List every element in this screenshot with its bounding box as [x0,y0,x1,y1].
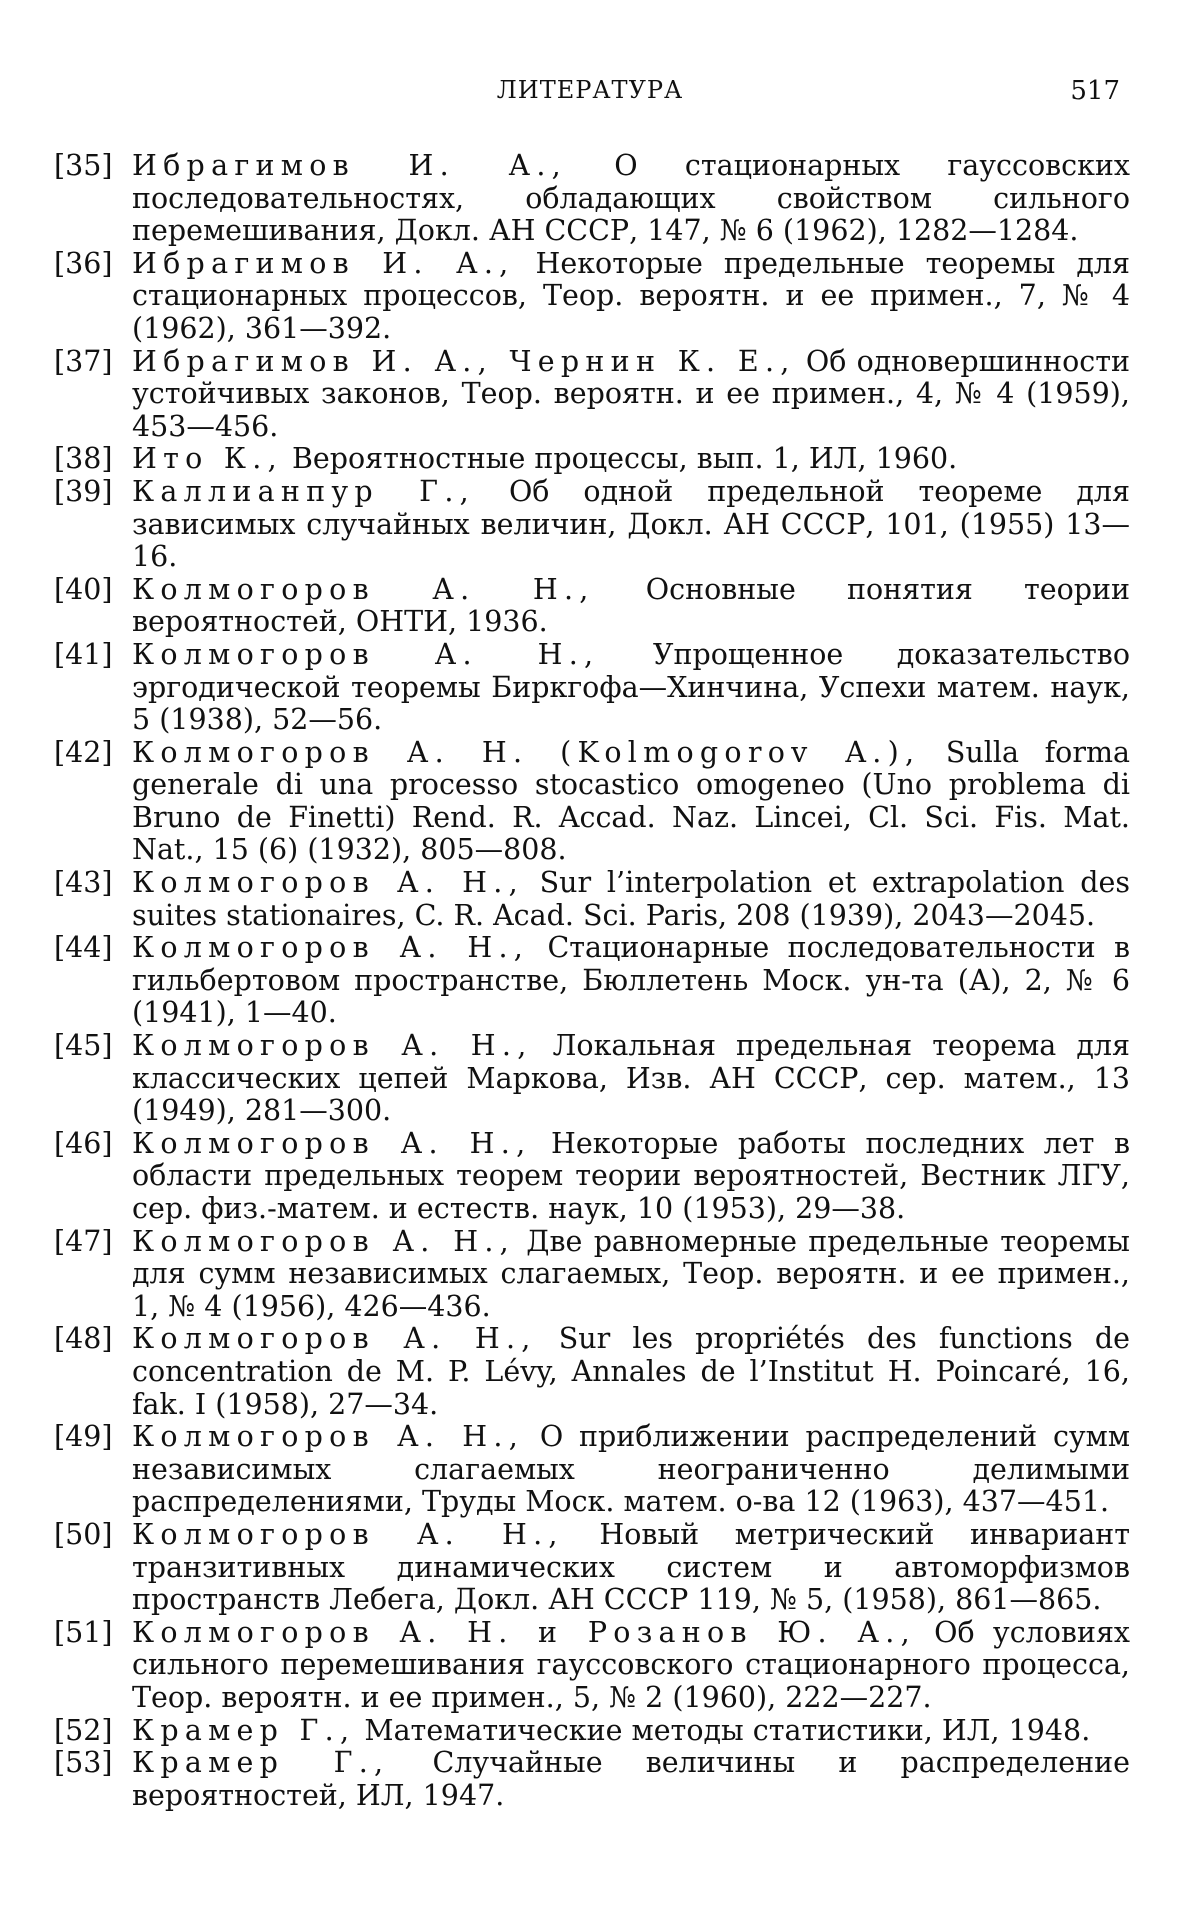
reference-number: [48] [54,1322,113,1356]
reference-text: Об одной предельной теореме для зависимых случайных величин, Докл. АН СССР, 101, (1955) 13—16. [132,474,1130,574]
reference-number: [36] [54,246,113,280]
reference-item [54,639,1130,737]
reference-item [54,867,1130,932]
reference-author: Ито К., [132,442,283,476]
reference-text: Sur les propriétés des functions de concentration de M. P. Lévy, Annales de l’Institut H. Poincaré, 16, fak. I (1958), 27—34. [132,1322,1131,1421]
reference-item [54,1519,1130,1617]
reference-text: Две равномерные предельные теоремы для сумм независимых слагаемых, Теор. вероятн. и ее примен., 1, № 4 (1956), 426—436. [132,1224,1130,1323]
reference-number: [52] [54,1713,113,1747]
reference-item [54,1030,1130,1128]
reference-author: Колмогоров А. Н., [132,1126,532,1160]
reference-number: [39] [54,474,113,508]
reference-item [54,476,1130,574]
reference-item [54,1421,1130,1519]
reference-number: [42] [54,735,113,769]
reference-author: Колмогоров А. Н., [132,866,524,900]
reference-text: Упрощенное доказательство эргодической теоремы Биркгофа—Хинчина, Успехи матем. наук, 5 (1938), 52—56. [132,637,1130,737]
reference-number: [35] [54,149,113,182]
reference-text: Локальная предельная теорема для классических цепей Маркова, Изв. АН СССР, сер. матем., 13 (1949), 281—300. [132,1029,1130,1128]
reference-author: Колмогоров А. Н., [132,1029,533,1063]
reference-author: Колмогоров А. Н. и Розанов Ю. А., [132,1615,916,1649]
reference-author: Колмогоров А. Н., [132,572,595,606]
reference-text: Некоторые предельные теоремы для стационарных процессов, Теор. вероятн. и ее примен., 7, № 4 (1962), 361—392. [132,246,1130,345]
reference-number: [43] [54,866,113,900]
reference-author: Колмогоров А. Н., [132,1517,564,1551]
page-header [60,76,1120,116]
reference-number: [44] [54,931,113,965]
reference-text: Об условиях сильного перемешивания гауссовского стационарного процесса, Теор. вероятн. и ее примен., 5, № 2 (1960), 222—227. [132,1615,1131,1714]
reference-text: О приближении распределений сумм независимых слагаемых неограниченно делимыми распределениями, Труды Моск. матем. о-ва 12 (1963), 437—451. [132,1420,1131,1519]
reference-number: [51] [54,1615,113,1649]
reference-author: Колмогоров А. Н., [132,1420,525,1454]
reference-item [54,1323,1130,1421]
reference-item [54,248,1130,346]
reference-author: Ибрагимов И. А., [132,246,515,280]
reference-number: [50] [54,1517,113,1551]
reference-text: Математические методы статистики, ИЛ, 1948. [355,1713,1091,1747]
reference-author: Колмогоров А. Н., [132,931,530,965]
reference-item [54,1747,1130,1812]
reference-author: Ибрагимов И. А., [132,149,568,182]
reference-number: [38] [54,442,113,476]
reference-author: Колмогоров А. Н., [132,1224,515,1258]
running-title: ЛИТЕРАТУРА [496,76,684,104]
reference-author: Каллианпур Г., [132,474,475,508]
reference-text: Основные понятия теории вероятностей, ОНТИ, 1936. [132,572,1130,639]
reference-number: [49] [54,1420,113,1454]
page-number: 517 [1070,76,1120,106]
reference-number: [40] [54,572,113,606]
reference-number: [37] [54,344,113,378]
reference-text: О стационарных гауссовских последовательностях, обладающих свойством сильного перемешивания, Докл. АН СССР, 147, № 6 (1962), 1282—1284. [132,149,1131,248]
reference-text: Новый метрический инвариант транзитивных динамических систем и автоморфизмов пространств Лебега, Докл. АН СССР 119, № 5, (1958), 861—865. [132,1517,1131,1617]
reference-item [54,1715,1130,1748]
reference-number: [45] [54,1029,113,1063]
reference-item [54,346,1130,444]
reference-text: Вероятностные процессы, вып. 1, ИЛ, 1960. [282,442,958,476]
reference-item [54,574,1130,639]
reference-text: Sur l’interpolation et extrapolation des suites stationaires, C. R. Acad. Sci. Paris, 208 (1939), 2043—2045. [132,866,1130,932]
reference-item [54,443,1130,476]
reference-number: [47] [54,1224,113,1258]
reference-item [54,1128,1130,1226]
reference-author: Крамер Г., [132,1713,356,1747]
reference-text: Sulla forma generale di una processo stocastico omogeneo (Uno problema di Bruno de Finetti) Rend. R. Accad. Naz. Lincei, Cl. Sci. Fis. Mat. Nat., 15 (6) (1932), 805—808. [132,735,1130,867]
reference-item [54,1617,1130,1715]
reference-list [54,150,1130,1812]
reference-author: Крамер Г., [132,1746,390,1780]
reference-text: Случайные величины и распределение вероятностей, ИЛ, 1947. [132,1746,1130,1812]
reference-item [54,932,1130,1030]
reference-text: Об одновершинности устойчивых законов, Теор. вероятн. и ее примен., 4, № 4 (1959), 453—456. [132,344,1130,443]
reference-text: Стационарные последовательности в гильбертовом пространстве, Бюллетень Моск. ун-та (А), 2, № 6 (1941), 1—40. [132,931,1130,1030]
reference-author: Ибрагимов И. А., Чернин К. Е., [132,344,796,378]
reference-text: Некоторые работы последних лет в области предельных теорем теории вероятностей, Вестник ЛГУ, сер. физ.-матем. и естеств. наук, 10 (1953), 29—38. [132,1126,1130,1225]
reference-item [54,150,1130,248]
reference-number: [53] [54,1746,113,1780]
reference-item [54,1226,1130,1324]
reference-author: Колмогоров А. Н., [132,1322,537,1356]
reference-item [54,737,1130,867]
reference-author: Колмогоров А. Н., [132,637,600,671]
reference-number: [46] [54,1126,113,1160]
reference-author: Колмогоров А. Н. (Kolmogorov A.), [132,735,921,769]
reference-number: [41] [54,637,113,671]
